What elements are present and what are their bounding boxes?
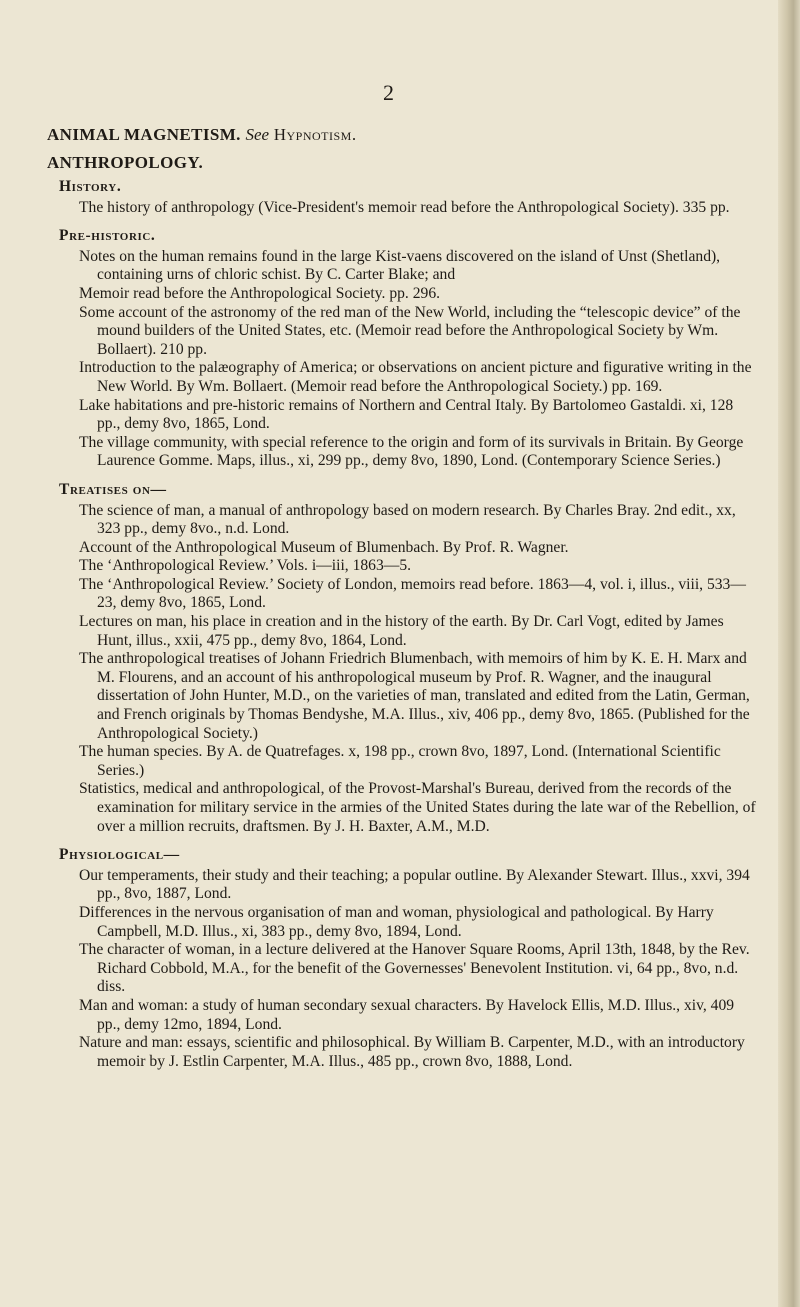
- treatises-section: [47, 481, 757, 836]
- catalogue-entry: The village community, with special reference to the origin and form of its survivals in Britain. By George Laurence Gomme. Maps, illus., xi, 299 pp., demy 8vo, 1890, Lond. (Contemporary Science Series.): [79, 433, 744, 470]
- catalogue-entry: Our temperaments, their study and their teaching; a popular outline. By Alexander Stewart. Illus., xxvi, 394 pp., 8vo, 1887, Lond.: [79, 866, 750, 903]
- page-number: 2: [383, 80, 395, 105]
- catalogue-entry: Man and woman: a study of human secondary sexual characters. By Havelock Ellis, M.D. Illus., xiv, 409 pp., demy 12mo, 1894, Lond.: [79, 996, 735, 1033]
- catalogue-entry: Memoir read before the Anthropological Society. pp. 296.: [79, 284, 441, 302]
- catalogue-entry: The character of woman, in a lecture delivered at the Hanover Square Rooms, April 13th, 1848, by the Rev. Richard Cobbold, M.A., for the benefit of the Governesses' Benevolent Institution. vi, 64 pp., 8vo, n.d. diss.: [79, 941, 750, 996]
- anthropology-heading: ANTHROPOLOGY.: [47, 153, 204, 172]
- catalogue-entry: Differences in the nervous organisation of man and woman, physiological and pathological. By Harry Campbell, M.D. Illus., xi, 383 pp., demy 8vo, 1894, Lond.: [79, 903, 714, 940]
- catalogue-entry: Lake habitations and pre-historic remains of Northern and Central Italy. By Bartolomeo Gastaldi. xi, 128 pp., demy 8vo, 1865, Lond.: [79, 396, 734, 433]
- catalogue-entry: Lectures on man, his place in creation and in the history of the earth. By Dr. Carl Vogt, edited by James Hunt, illus., xxii, 475 pp., demy 8vo, 1864, Lond.: [79, 613, 724, 649]
- catalogue-entry: Account of the Anthropological Museum of Blumenbach. By Prof. R. Wagner.: [79, 538, 569, 556]
- catalogue-entry: The anthropological treatises of Johann Friedrich Blumenbach, with memoirs of him by K. E. H. Marx and M. Flourens, and an account of his anthropological museum by Prof. R. Wagner, and the inaugural dissertation of John Hunter, M.D., on the varieties of man, translated and edited from the Latin, German, and French originals by Thomas Bendyshe, M.A. Illus., xiv, 406 pp., demy 8vo, 1865. (Published for the Anthropological Society.): [79, 650, 750, 742]
- page-content: [47, 124, 757, 1081]
- catalogue-entry: Statistics, medical and anthropological, of the Provost-Marshal's Bureau, derived from the records of the examination for military service in the armies of the United States during the late war of the Rebellion, of over a million recruits, draftsmen. By J. H. Baxter, A.M., M.D.: [79, 780, 756, 835]
- section-title: History.: [59, 178, 122, 195]
- section-list: [47, 178, 757, 1071]
- catalogue-entry: Nature and man: essays, scientific and philosophical. By William B. Carpenter, M.D., with an introductory memoir by J. Estlin Carpenter, M.A. Illus., 485 pp., crown 8vo, 1888, Lond.: [79, 1034, 745, 1070]
- catalogue-entry: Notes on the human remains found in the large Kist-vaens discovered on the island of Unst (Shetland), containing urns of chloric schist. By C. Carter Blake; and: [79, 247, 721, 284]
- catalogue-entry: Introduction to the palæography of America; or observations on ancient picture and figurative writing in the New World. By Wm. Bollaert. (Memoir read before the Anthropological Society.) pp. 169.: [79, 359, 752, 395]
- catalogue-entry: The science of man, a manual of anthropology based on modern research. By Charles Bray. 2nd edit., xx, 323 pp., demy 8vo., n.d. Lond.: [79, 501, 736, 538]
- page-edge: [778, 0, 800, 1307]
- catalogue-entry: The history of anthropology (Vice-President's memoir read before the Anthropological Society). 335 pp.: [79, 198, 730, 216]
- catalogue-entry: The ‘Anthropological Review.’ Society of London, memoirs read before. 1863—4, vol. i, illus., viii, 533—23, demy 8vo, 1865, Lond.: [79, 575, 746, 612]
- prehistoric-section: [47, 227, 757, 471]
- physiological-section: [47, 846, 757, 1071]
- see-label: See: [245, 125, 270, 144]
- catalogue-entry: Some account of the astronomy of the red man of the New World, including the “telescopic device” of the mound builders of the United States, etc. (Memoir read before the Anthropological Society by Wm. Bollaert). 210 pp.: [79, 303, 741, 358]
- catalogue-entry: The ‘Anthropological Review.’ Vols. i—iii, 1863—5.: [79, 557, 412, 575]
- section-title: Physiological—: [59, 846, 180, 864]
- animal-magnetism-heading: [47, 124, 757, 146]
- section-title: Treatises on—: [59, 480, 167, 498]
- catalogue-entry: The human species. By A. de Quatrefages. x, 198 pp., crown 8vo, 1897, Lond. (International Scientific Series.): [79, 743, 721, 779]
- heading-term: ANIMAL MAGNETISM.: [47, 125, 241, 144]
- cross-reference: Hypnotism.: [273, 125, 357, 144]
- section-title: Pre-historic.: [59, 227, 156, 245]
- history-section: [47, 178, 757, 217]
